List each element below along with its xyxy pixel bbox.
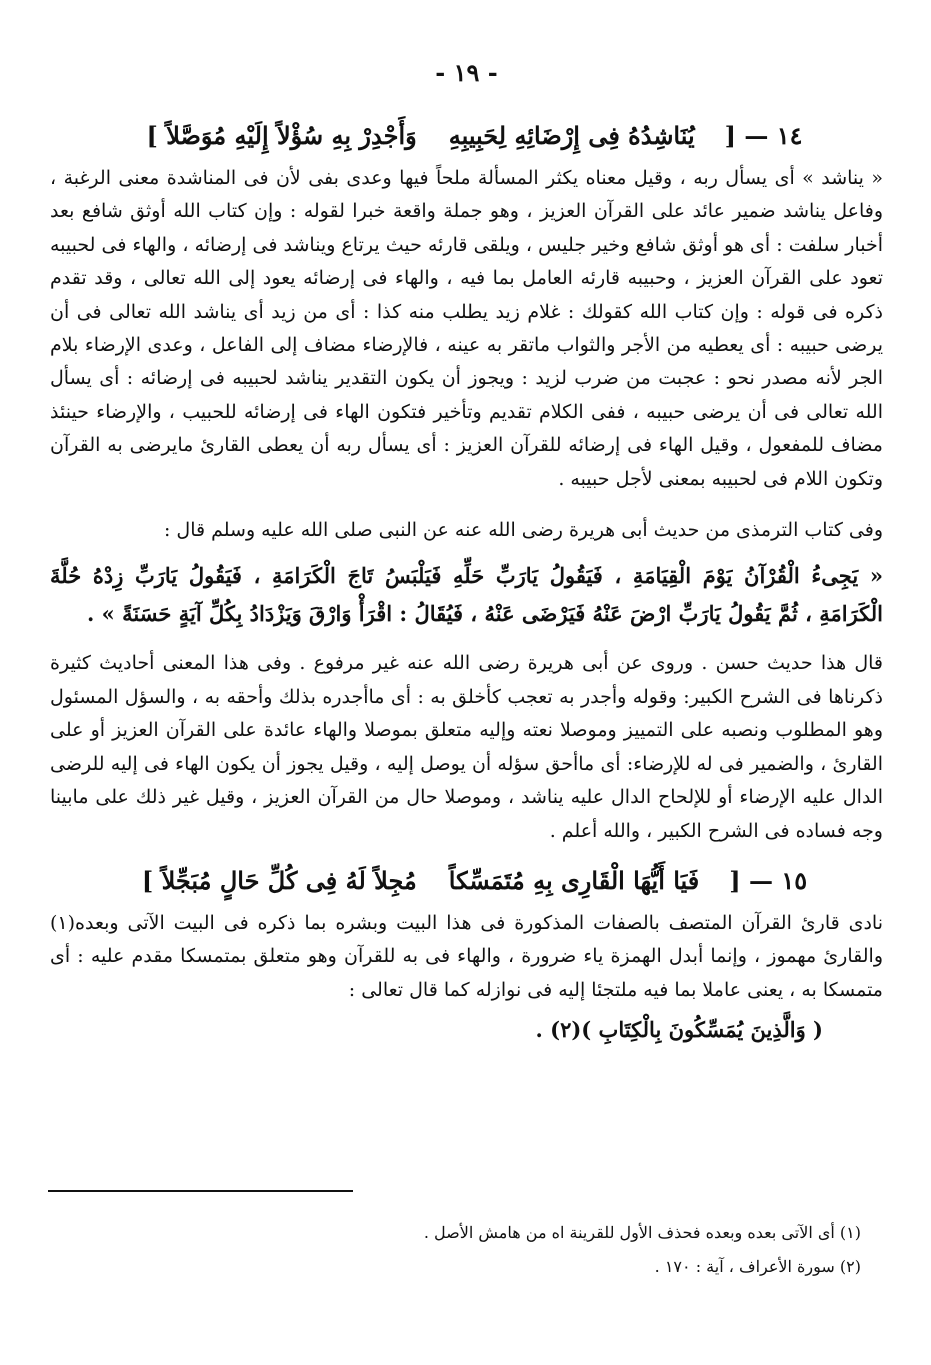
verse-14-first-half: يُنَاشِدُهُ فِى إِرْضَائِهِ لِحَبِيبِهِ — [448, 121, 695, 150]
verse-15-second-half: مُجِلاً لَهُ فِى كُلِّ حَالٍ مُبَجِّلاً ] — [141, 865, 417, 895]
page-number: - ١٩ - — [435, 58, 498, 87]
footnote-2: (٢) سورة الأعراف ، آية : ١٧٠ . — [654, 1257, 861, 1276]
quran-quote: ( وَالَّذِينَ يُمَسِّكُونَ بِالْكِتَابِ )(٢) . — [535, 1017, 823, 1043]
commentary-verse-14-continued: قال هذا حديث حسن . وروى عن أبى هريرة رضى الله عنه غير مرفوع . وفى هذا المعنى أحاديث كثيرة ذكرناها فى الشرح الكبير: وقوله وأجدر به تعجب كأخلق به : أى ماأجدره بذلك وأحقه به ، والسؤل المسئول وهو المطلوب ونصبه على التمييز وموصلا نعته وإليه متعلق بموصلا والهاء عائدة على القرآن العزيز أو على القارئ ، والضمير فى له للإرضاء: أى ماأحق سؤله أن يوصل إليه ، وقيل يجوز أن يكون الهاء فى إليه للرضى الدال عليه الإرضاء أو للإلحاح الدال عليه يناشد ، وموصلا حال من القرآن العزيز ، وقيل غير ذلك على مابينا وجه فساده فى الشرح الكبير ، والله أعلم . — [50, 652, 883, 842]
verse-14 — [50, 121, 883, 150]
verse-15 — [50, 866, 883, 895]
hadith-intro: وفى كتاب الترمذى من حديث أبى هريرة رضى الله عنه عن النبى صلى الله عليه وسلم قال : — [163, 519, 883, 542]
footnote-1: (١) أى الآتى بعده وبعده فحذف الأول للقرينة اه من هامش الأصل . — [423, 1223, 861, 1242]
verse-14-second-half: وَأَجْدِرْ بِهِ سُؤْلاً إِلَيْهِ مُوَصَّلاً ] — [146, 121, 417, 150]
hadith-quote: « يَجِىءُ الْقُرْآنُ يَوْمَ الْقِيَامَةِ ، فَيَقُولُ يَارَبِّ حَلِّهِ فَيَلْبَسُ تَاجَ الْكَرَامَةِ ، فَيَقُولُ يَارَبِّ زِدْهُ حُلَّةَ الْكَرَامَةِ ، ثُمَّ يَقُولُ يَارَبِّ ارْضَ عَنْهُ فَيَرْضَى عَنْهُ ، فَيُقَالُ : اقْرَأْ وَارْقَ وَيَزْدَادُ بِكُلِّ آيَةٍ حَسَنَةً » . — [50, 563, 883, 627]
verse-14-number: ١٤ — [ — [724, 121, 803, 150]
footnote-divider — [48, 1190, 353, 1192]
verse-15-number: ١٥ — [ — [729, 865, 808, 895]
verse-15-first-half: فَيَا أَيُّهَا الْقَارِى بِهِ مُتَمَسِّكاً — [448, 865, 700, 895]
footnotes — [60, 1216, 861, 1284]
commentary-verse-14: « يناشد » أى يسأل ربه ، وقيل معناه يكثر المسألة ملحاً فيها وعدى بفى لأن فى المناشدة معنى الرغبة ، وفاعل يناشد ضمير عائد على القرآن العزيز ، وهو جملة واقعة خبرا لقوله : وإن كتاب الله أوثق شافع بعد أخبار سلفت : أى هو أوثق شافع وخير جليس ، ويلقى قارئه حيث يرتاع ويناشد فى إرضائه ، والهاء فى لحبيبه تعود على القرآن العزيز ، وحبيبه قارئه العامل بما فيه ، والهاء فى إرضائه يعود إلى الله تعالى ، وقد تقدم ذكره فى قوله : وإن كتاب الله كقولك : غلام زيد يطلب منه كذا : أى من زيد أى يناشد الله تعالى فى أن يرضى حبيبه : أى يعطيه من الأجر والثواب ماتقر به عينه ، فالإرضاء مضاف إلى الفاعل ، وعدى الإرضاء بلام الجر لأنه مصدر نحو : عجبت من ضرب لزيد : ويجوز أن يكون التقدير يناشد لحبيبه فى إرضائه : أى يسأل الله تعالى فى أن يرضى حبيبه ، ففى الكلام تقديم وتأخير فتكون الهاء فى إرضائه للحبيب ، والإرضاء حينئذ مضاف للمفعول ، وقيل الهاء فى إرضائه للقرآن العزيز : أى يسأل ربه أن يعطى القارئ مايرضى به القرآن وتكون اللام فى لحبيبه بمعنى لأجل حبيبه . — [50, 167, 883, 490]
commentary-verse-15: نادى قارئ القرآن المتصف بالصفات المذكورة فى هذا البيت وبشره بما ذكره فى البيت الآتى وبعده(١) والقارئ مهموز ، وإنما أبدل الهمزة ياء ضرورة ، والهاء فى به للقرآن وهو متعلق بمتمسكا مقدم عليه : أى متمسكا به ، يعنى عاملا بما فيه ملتجئا إليه فى نوازله كما قال تعالى : — [50, 911, 883, 1001]
